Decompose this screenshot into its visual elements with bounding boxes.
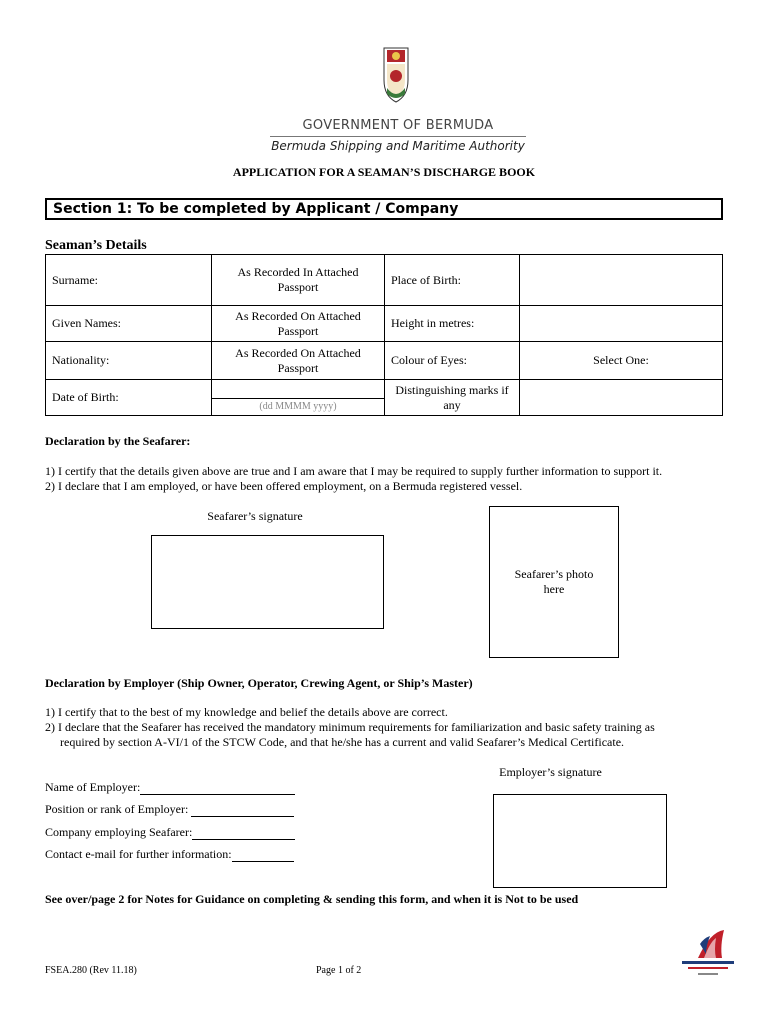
eye-colour-select[interactable]: Select One: bbox=[520, 342, 723, 380]
seafarer-photo-box[interactable] bbox=[489, 506, 619, 658]
employer-declaration-line-1: 1) I certify that to the best of my knowledge and belief the details above are correct. bbox=[45, 705, 448, 719]
place-of-birth-field[interactable] bbox=[520, 255, 723, 306]
seaman-details-heading: Seaman’s Details bbox=[45, 238, 147, 253]
contact-email-row bbox=[45, 847, 294, 862]
bermuda-coat-of-arms-icon bbox=[378, 44, 414, 104]
company-field[interactable] bbox=[192, 827, 295, 840]
contact-email-label: Contact e-mail for further information: bbox=[45, 847, 232, 861]
table-row bbox=[46, 306, 723, 342]
employer-name-label: Name of Employer: bbox=[45, 780, 141, 794]
government-title: GOVERNMENT OF BERMUDA bbox=[302, 118, 494, 133]
seafarer-signature-label: Seafarer’s signature bbox=[207, 509, 303, 523]
seafarer-declaration-line-2: 2) I declare that I am employed, or have been offered employment, on a Bermuda registered vessel. bbox=[45, 479, 523, 493]
seafarer-declaration-title: Declaration by the Seafarer: bbox=[45, 434, 191, 448]
eye-colour-label: Colour of Eyes: bbox=[385, 342, 520, 380]
seafarer-declaration-line-1: 1) I certify that the details given above are true and I am aware that I may be required to supply further information to support it. bbox=[45, 464, 663, 478]
given-names-field[interactable]: As Recorded On Attached Passport bbox=[212, 306, 385, 342]
date-of-birth-field[interactable] bbox=[212, 380, 384, 399]
employer-position-label: Position or rank of Employer: bbox=[45, 802, 192, 816]
surname-label: Surname: bbox=[46, 255, 212, 306]
date-of-birth-label: Date of Birth: bbox=[46, 380, 212, 416]
employer-signature-label: Employer’s signature bbox=[499, 765, 602, 779]
employer-declaration-line-3: required by section A-VI/1 of the STCW Code, and that he/she has a current and valid Seafarer’s Medical Certificate. bbox=[60, 735, 625, 749]
employer-position-field[interactable] bbox=[191, 804, 294, 817]
employer-declaration-title: Declaration by Employer (Ship Owner, Operator, Crewing Agent, or Ship’s Master) bbox=[45, 676, 473, 690]
guidance-note: See over/page 2 for Notes for Guidance on completing & sending this form, and when it is Not to be used bbox=[45, 892, 579, 906]
employer-signature-box[interactable] bbox=[493, 794, 667, 888]
contact-email-field[interactable] bbox=[232, 849, 294, 862]
employer-declaration-line-2: 2) I declare that the Seafarer has received the mandatory minimum requirements for familiarization and basic safety training as bbox=[45, 720, 655, 734]
form-title: APPLICATION FOR A SEAMAN’S DISCHARGE BOOK bbox=[232, 165, 536, 179]
table-row bbox=[46, 342, 723, 380]
employer-position-row bbox=[45, 802, 294, 817]
nationality-field[interactable]: As Recorded On Attached Passport bbox=[212, 342, 385, 380]
form-code: FSEA.280 (Rev 11.18) bbox=[45, 965, 137, 976]
surname-field[interactable]: As Recorded In Attached Passport bbox=[212, 255, 385, 306]
seafarer-signature-box[interactable] bbox=[151, 535, 384, 629]
photo-placeholder-label: Seafarer’s photo here bbox=[514, 567, 594, 596]
seaman-details-table bbox=[45, 254, 723, 416]
distinguishing-marks-label: Distinguishing marks if any bbox=[385, 380, 520, 416]
employer-name-field[interactable] bbox=[140, 782, 295, 795]
header-divider bbox=[270, 136, 526, 137]
distinguishing-marks-field[interactable] bbox=[520, 380, 723, 416]
height-field[interactable] bbox=[520, 306, 723, 342]
date-of-birth-cell bbox=[212, 380, 385, 416]
given-names-label: Given Names: bbox=[46, 306, 212, 342]
place-of-birth-label: Place of Birth: bbox=[385, 255, 520, 306]
bermuda-shipping-logo-icon bbox=[680, 928, 736, 982]
date-format-hint: (dd MMMM yyyy) bbox=[259, 401, 337, 412]
table-row bbox=[46, 255, 723, 306]
company-label: Company employing Seafarer: bbox=[45, 825, 193, 839]
page-number: Page 1 of 2 bbox=[316, 965, 362, 976]
table-row bbox=[46, 380, 723, 416]
height-label: Height in metres: bbox=[385, 306, 520, 342]
section-1-title: Section 1: To be completed by Applicant / Company bbox=[45, 198, 723, 220]
company-row bbox=[45, 825, 295, 840]
authority-name: Bermuda Shipping and Maritime Authority bbox=[271, 139, 525, 153]
nationality-label: Nationality: bbox=[46, 342, 212, 380]
employer-name-row bbox=[45, 780, 295, 795]
